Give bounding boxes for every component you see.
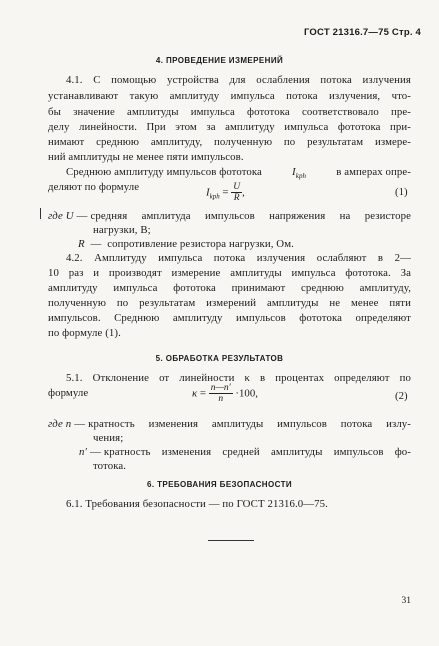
margin-mark xyxy=(40,208,41,219)
page-number: 31 xyxy=(401,596,411,606)
p42-line-2: 10 раз и производят измерение амплитуды импульса фототока. За xyxy=(48,267,411,279)
p41-line-1: 4.1. С помощью устройства для ослабления потока излучения xyxy=(66,74,411,86)
p41-line-3: бы значение амплитуды импульса фототока соответствовало пре- xyxy=(48,106,411,118)
p41-line-5: нимают среднюю амплитуду, полученную по результатам измере- xyxy=(48,136,411,148)
p42-line-1: 4.2. Амплитуду импульса потока излучения ослабляют в 2— xyxy=(66,252,411,264)
p42-line-6: по формуле (1). xyxy=(48,327,121,339)
p51-line-1: 5.1. Отклонение от линейности κ в процентах определяют по xyxy=(66,372,411,384)
closing-rule xyxy=(208,540,254,541)
section-5-heading: 5. ОБРАБОТКА РЕЗУЛЬТАТОВ xyxy=(155,354,284,363)
page-header: ГОСТ 21316.7—75 Стр. 4 xyxy=(303,27,421,38)
p42-line-4: полученную по результатам измерений амплитуды не менее пяти xyxy=(48,297,411,309)
where2-row-2: чения; xyxy=(93,432,124,444)
formula-1: $I_{kph}$ = $\frac{U}{R}$ , xyxy=(206,182,245,204)
p42-line-5: импульсов. Среднюю амплитуду импульсов фототока определяют xyxy=(48,312,411,324)
p42-line-3: амплитуду импульса фототока принимают среднюю амплитуду, xyxy=(48,282,411,294)
p41-line-2: устанавливают такую амплитуду импульса потока излучения, что- xyxy=(48,90,411,102)
where1-row-1: где U — средняя амплитуда импульсов напряжения на резисторе xyxy=(48,210,411,222)
paragraph-6-1: 6.1. Требования безопасности — по ГОСТ 21316.0—75. xyxy=(66,498,328,510)
p-avg-text-a: Среднюю амплитуду импульсов фототока xyxy=(66,166,262,178)
p-avg-line-1 xyxy=(66,166,411,180)
formula-1-fraction: $\frac{U}{R}$ xyxy=(233,182,241,204)
p-avg-line-2: деляют по формуле xyxy=(48,181,140,193)
where2-row-4: тотока. xyxy=(93,460,127,472)
formula-2: κ = $\frac{n—n'}{n}$ ·100, xyxy=(192,383,258,405)
formula-2-fraction: $\frac{n—n'}{n}$ xyxy=(210,383,231,405)
p41-line-6: ний амплитуды не менее пяти импульсов. xyxy=(48,151,244,163)
p41-line-4: делу линейности. При этом за амплитуду импульса фототока при- xyxy=(48,121,411,133)
p51-line-2: формуле xyxy=(48,387,89,399)
formula-2-number: (2) xyxy=(395,390,408,402)
where1-row-2: нагрузки, В; xyxy=(93,224,151,236)
where1-row-3: R — сопротивление резистора нагрузки, Ом. xyxy=(78,238,294,250)
where2-row-1: где n — кратность изменения амплитуды импульсов потока излу- xyxy=(48,418,411,430)
section-4-heading: 4. ПРОВЕДЕНИЕ ИЗМЕРЕНИЙ xyxy=(155,56,284,65)
p-avg-text-b: в амперах опре- xyxy=(336,166,411,178)
formula-1-number: (1) xyxy=(395,186,408,198)
section-6-heading: 6. ТРЕБОВАНИЯ БЕЗОПАСНОСТИ xyxy=(146,480,293,489)
where2-row-3: n′ — кратность изменения средней амплитуды импульсов фо- xyxy=(79,446,411,458)
p-avg-symbol: $I_{kph}$ xyxy=(292,166,307,181)
